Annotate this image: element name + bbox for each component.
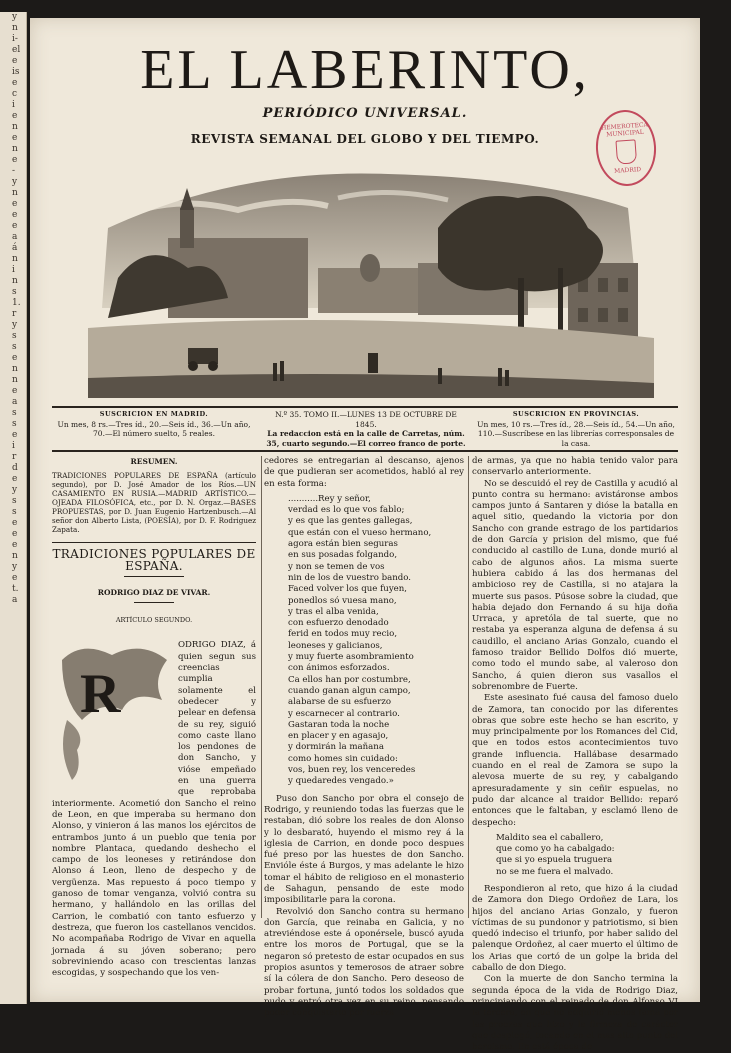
verse-line: leoneses y galicianos, — [288, 640, 383, 651]
subscription-madrid-title: SUSCRICION EN MADRID. — [99, 410, 209, 418]
verse-line: con esfuerzo denodado — [288, 618, 389, 629]
street-engraving-illustration — [88, 165, 654, 398]
article-subtitle: ARTÍCULO SEGUNDO. — [115, 616, 193, 625]
verse-line: en placer y en agasajo, — [288, 731, 389, 742]
article-body-1: ODRIGO DIAZ, á quien segun sus creencias cumplia solamente el obedecer y pelear en defensa de su rey, siguió como caste llano los pendones de don Sancho, y vióse empeñado en una guerra que reprobaba interiormente. Acometió don Sancho el reino de Leon, en que imperaba su hermano don Alonso, y vinieron á las manos los ejércitos de entrambos junto á un pueblo que tenia por nombre Plantaca, quedando deshecho el campo de los leoneses y retirándose don Alonso á Leon, lleno de despecho y de vergüenza. Mas repuesto á poco tiempo y ganoso de tomar venganza, volvió contra su hermano, y hallándolo en las orillas del Carrion, le combatió con tanto esfuerzo y destreza, que fueron los castellanos vencidos. No acompañaba Rodrigo de Vivar en aquella jornada á su jóven soberano; pero sobreviniendo acaso con trescientas lanzas escogidas, y sospechando que los ven- — [52, 640, 256, 979]
previous-page-letter: s — [12, 496, 17, 506]
previous-page-letter: e — [12, 540, 18, 550]
subscription-rule — [52, 450, 678, 452]
previous-page-letter: n — [12, 276, 18, 286]
newspaper-tagline: REVISTA SEMANAL DEL GLOBO Y DEL TIEMPO. — [190, 132, 540, 146]
column-3 — [472, 456, 678, 1053]
previous-page-letter: y — [12, 485, 18, 495]
column-divider-2 — [468, 456, 469, 918]
verse-block-1 — [264, 494, 464, 788]
verse-line: ponedlos só vuesa mano, — [288, 595, 397, 606]
previous-page-letter: e — [12, 353, 18, 363]
previous-page-letter: e — [12, 221, 18, 231]
section-title: TRADICIONES POPULARES DE ESPAÑA. — [52, 547, 256, 573]
newspaper-subtitle: PERIÓDICO UNIVERSAL. — [262, 106, 468, 121]
previous-page-letter: n — [12, 144, 18, 154]
previous-page-letter: is — [12, 67, 20, 77]
newspaper-page — [30, 18, 700, 1053]
crest-icon — [615, 139, 637, 164]
column-3-paragraph-4: Respondieron al reto, que hizo á la ciudad de Zamora don Diego Ordoñez de Lara, los hijos del anciano Arias Gonzalo, y fueron víctimas de su pundonor y patriotismo, si bien quedó indeciso el triunfo, por haber salido del palenque Ordoñez, al caer muerto el último de los Arias que cortó de un golpe la brida del caballo de don Diego. — [472, 883, 678, 974]
newspaper-title: EL LABERINTO, — [140, 39, 590, 101]
previous-page-letter: t. — [12, 584, 19, 594]
previous-page-letter: e — [12, 155, 18, 165]
verse-line: ...........Rey y señor, — [288, 493, 371, 504]
stamp-top-text: HEMEROTECA MUNICIPAL — [600, 120, 649, 138]
previous-page-letter: n — [12, 188, 18, 198]
previous-page-letter: n — [12, 254, 18, 264]
previous-page-letter: r — [12, 452, 17, 462]
verse-line: y dormirán la mañana — [288, 742, 384, 753]
ornamental-initial — [52, 640, 172, 790]
stamp-bottom-text: MADRID — [613, 165, 642, 175]
verse-line: Ca ellos han por costumbre, — [288, 674, 411, 685]
previous-page-letter: e — [12, 573, 18, 583]
previous-page-letter: c — [12, 89, 18, 99]
subscription-madrid — [52, 410, 256, 439]
previous-page-letter: y — [12, 562, 18, 572]
verse-line: que como yo ha cabalgado: — [496, 844, 615, 855]
verse-line: ferid en todos muy recio, — [288, 629, 398, 640]
previous-page-letter: n — [12, 122, 18, 132]
verse-line: y non se temen de vos — [288, 561, 385, 572]
verse-line: y tras el alba venida, — [288, 606, 379, 617]
verse-line: en sus posadas folgando, — [288, 550, 398, 561]
verse-line: verdad es lo que vos fablo; — [288, 505, 405, 516]
previous-page-letter: e — [12, 199, 18, 209]
verse-line: y muy fuerte asombramiento — [288, 652, 414, 663]
previous-page-letter: s — [12, 331, 17, 341]
verse-line: Faced volver los que fuyen, — [288, 584, 408, 595]
previous-page-letter: e — [12, 430, 18, 440]
verse-line: y es que las gentes gallegas, — [288, 516, 413, 527]
previous-page-letter: s — [12, 507, 17, 517]
previous-page-letter: r — [12, 309, 17, 319]
previous-page-letter: a — [12, 232, 18, 242]
previous-page-edge — [0, 12, 27, 1004]
previous-page-letter: n — [12, 364, 18, 374]
summary-text: TRADICIONES POPULARES DE ESPAÑA (artículo segundo), por D. José Amador de los Ríos.—UN CASAMIENTO EN RUSIA.—MADRID ARTÍSTICO.—OJEADA FILOSÓFICA, etc., por D. N. Orgaz.—BASES PROPUESTAS, por D. Juan Eugenio Hartzenbusch.—Al señor don Alberto Lista, (POESÍA), por D. F. Rodriguez Zapata. — [52, 471, 256, 535]
column-2-paragraph-2: Revolvió don Sancho contra su hermano don García, que reinaba en Galicia, y no atreviéndose este á oponérsele, buscó ayuda entre los moros de Portugal, que se la negaron só pretesto de estar ocupados en sus propios asuntos y temerosos de atraer sobre sí la cólera de don Sancho. Pero deseoso de probar fortuna, juntó todos los soldados que pudo y entró otra vez en su reino, pensando poder conquistarlo por fuerza — [264, 906, 465, 1019]
previous-page-letter: i — [12, 265, 15, 275]
article-title: RODRIGO DIAZ DE VIVAR. — [97, 587, 211, 597]
verse-line: y escarnecer al contrario. — [288, 708, 400, 719]
verse-line: no se me fuera el malvado. — [496, 866, 614, 877]
issue-text: La redaccion está en la calle de Carretas, núm. 35, cuarto segundo.—El correo franco de porte. — [266, 429, 466, 448]
previous-page-letter: i- — [12, 34, 18, 44]
previous-page-letter: n — [12, 551, 18, 561]
previous-page-letter: s — [12, 342, 17, 352]
previous-page-letter: a — [12, 595, 18, 605]
column-1 — [52, 456, 256, 979]
column-3-paragraph-1: de armas, ya que no habia tenido valor para conservarlo anteriormente. — [472, 456, 678, 478]
previous-page-letter: e — [12, 111, 18, 121]
column-2-paragraph-1: Puso don Sancho por obra el consejo de Rodrigo, y reuniendo todas las fuerzas que le restaban, dió sobre los reales de don Alonso y lo desbarató, huyendo el mismo rey á la iglesia de Carrion, en donde poco despues fué preso por las huestes de don Sancho. Envióle éste á Burgos, y mas adelante le hizo tomar el hábito de religioso en el monasterio de Sahagun, pensando de este modo imposibilitarle para la corona. — [264, 793, 464, 906]
verse-line: y quedaredes vengado.» — [288, 776, 394, 787]
previous-page-letter: e — [12, 78, 18, 88]
previous-page-letter: s — [12, 408, 17, 418]
column-3-paragraph-3: Este asesinato fué causa del famoso duelo de Zamora, tan conocido por las diferentes obras que sobre este hecho se han escrito, y muy principalmente por los Romances del Cid, que en todos estos acontecimientos tuvo grande influencia. Hallábase desarmado cuando en el real de Zamora se supo la alevosa muerte de su rey, y cabalgando apresuradamente y sin ceñir espuelas, no pudo dar alcance al traidor Bellido: reparó entonces que le faltaban, y esclamó lleno de despecho: — [472, 693, 678, 828]
previous-page-letter: i — [12, 100, 15, 110]
previous-page-letter: y — [12, 177, 18, 187]
previous-page-letter: y — [12, 320, 18, 330]
previous-page-letter: e — [12, 474, 18, 484]
verse-line: alabarse de su esfuerzo — [288, 697, 392, 708]
column-3-paragraph-2: No se descuidó el rey de Castilla y acudió al punto contra su hermano: avistáronse ambos campos junto á Santaren y dióse la batalla en aquel sitio, quedando la victoria por don Sancho con grande estrago de los partidarios de don García y prision del mismo, que fué conducido al castillo de Luna, donde murió al cabo de algunos años. La misma suerte hubiera cabido á las dos hermanas del ambicioso rey de Castilla, si no atajara la muerte sus pasos. Púsose sobre la ciudad, que habia dejado don Fernando á su hija doña Urraca, y apretóla de tal suerte, que no restaba ya esperanza alguna de defensa á su caudillo, el anciano Arias Gonzalo, cuando el famoso traidor Bellido Dolfos dió muerte, como todo el mundo sabe, al valeroso don Sancho, á quien dieron sus vasallos el sobrenombre de Fuerte. — [472, 478, 678, 692]
verse-line: nin de los de vuestro bando. — [288, 572, 412, 583]
previous-page-letter: 1. — [12, 298, 21, 308]
verse-line: cuando ganan algun campo, — [288, 685, 411, 696]
previous-page-letter: - — [12, 166, 16, 176]
previous-page-letter: d — [12, 463, 18, 473]
previous-page-letter: n — [12, 23, 18, 33]
summary-title: RESUMEN. — [130, 457, 178, 466]
dropcap-letter: R — [80, 663, 121, 726]
subscription-provinces-text: Un mes, 10 rs.—Tres íd., 28.—Seis íd., 54.—Un año, 110.—Suscríbese en las librerías corresponsales de la casa. — [477, 419, 675, 448]
issue-info — [266, 410, 466, 448]
previous-page-letter: e — [12, 133, 18, 143]
subscription-provinces — [474, 410, 678, 448]
verse-line: como homes sin cuidado: — [288, 753, 398, 764]
column-2 — [264, 456, 465, 1019]
previous-page-letter: á — [12, 243, 18, 253]
previous-page-letter: n — [12, 375, 18, 385]
previous-page-letter: e — [12, 386, 18, 396]
previous-page-letter: s — [12, 419, 17, 429]
header-rule — [52, 406, 678, 408]
verse-block-2 — [472, 833, 678, 878]
verse-line: agora están bien seguras — [288, 539, 398, 550]
verse-line: que si yo espuela truguera — [496, 855, 613, 866]
previous-page-letter: e — [12, 518, 18, 528]
previous-page-letter: s — [12, 287, 17, 297]
column-2-intro: cedores se entregarian al descanso, ajenos de que pudieran ser acometidos, habló al rey en esta forma: — [264, 456, 464, 489]
column-3-paragraph-5: Con la muerte de don Sancho termina la segunda época de la vida de Rodrigo Diaz, principiando con el reinado de don Alfonso VI la tercera, en que no adquirió menos fama por las proezas que hizo y la firmeza de carácter que desplegó, tocando en el mas alto punto del heroismo. En está época de — [472, 974, 678, 1053]
verse-line: Gastaran toda la noche — [288, 719, 390, 730]
column-divider-1 — [261, 456, 262, 918]
verse-line: Maldito sea el caballero, — [496, 832, 604, 843]
previous-page-letter: i — [12, 441, 15, 451]
subscription-provinces-title: SUSCRICION EN PROVINCIAS. — [512, 410, 640, 418]
issue-line: N.º 35. TOMO II.—LUNES 13 DE OCTUBRE DE 1845. — [275, 410, 457, 429]
previous-page-letter: el — [12, 45, 21, 55]
verse-line: con ánimos esforzados. — [288, 663, 390, 674]
previous-page-letter: a — [12, 397, 18, 407]
previous-page-letter: e — [12, 210, 18, 220]
previous-page-letter: y — [12, 12, 18, 22]
verse-line: que están con el vueso hermano, — [288, 527, 432, 538]
previous-page-letter: e — [12, 56, 18, 66]
subscription-madrid-text: Un mes, 8 rs.—Tres íd., 20.—Seis íd., 36.—Un año, 70.—El número suelto, 5 reales. — [57, 419, 251, 438]
verse-line: vos, buen rey, los venceredes — [288, 765, 416, 776]
previous-page-letter: e — [12, 529, 18, 539]
